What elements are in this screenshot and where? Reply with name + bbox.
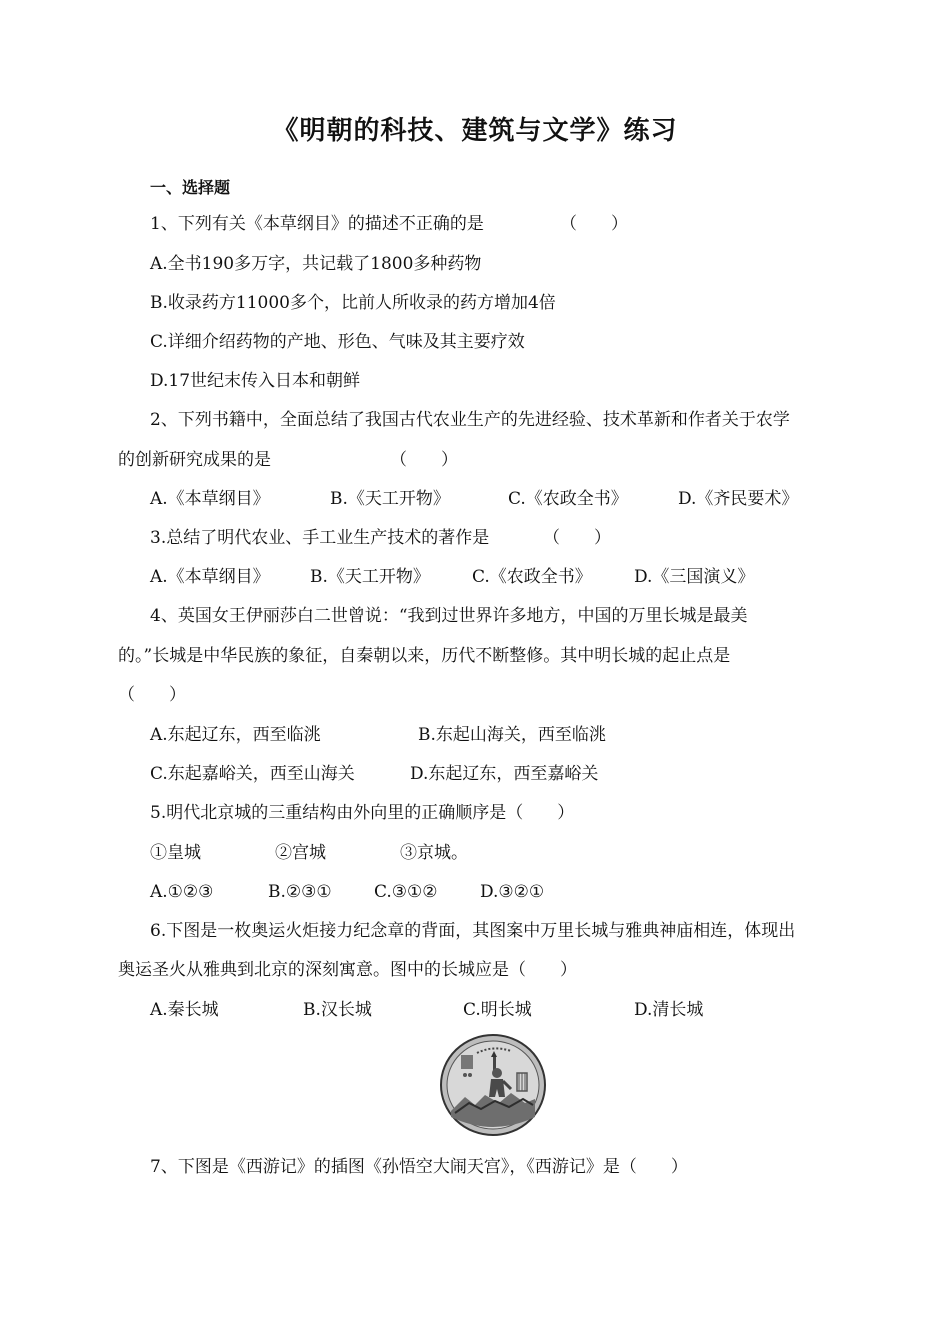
page-title: 《明朝的科技、建筑与文学》练习 — [272, 116, 678, 146]
question-6-stem-line1: 6.下图是一枚奥运火炬接力纪念章的背面，其图案中万里长城与雅典神庙相连，体现出 — [150, 921, 796, 941]
question-5-item-3: ③京城。 — [400, 843, 468, 863]
question-5-item-1: ①皇城 — [150, 843, 201, 863]
question-5-item-2: ②宫城 — [275, 843, 326, 863]
question-3-option-b: B.《天工开物》 — [310, 567, 430, 587]
question-5-option-c: C.③①② — [374, 882, 438, 902]
question-6-option-d: D.清长城 — [634, 1000, 704, 1020]
question-1-option-c: C.详细介绍药物的产地、形色、气味及其主要疗效 — [150, 332, 525, 352]
question-3-option-a: A.《本草纲目》 — [150, 567, 270, 587]
question-4-stem-line1: 4、英国女王伊丽莎白二世曾说：“我到过世界许多地方，中国的万里长城是最美 — [150, 606, 748, 626]
question-6-option-a: A.秦长城 — [150, 1000, 219, 1020]
question-4-option-a: A.东起辽东，西至临洮 — [150, 725, 321, 745]
question-4-option-c: C.东起嘉峪关，西至山海关 — [150, 764, 355, 784]
question-5-stem: 5.明代北京城的三重结构由外向里的正确顺序是（ ） — [150, 803, 575, 823]
question-6-option-c: C.明长城 — [463, 1000, 532, 1020]
question-4-stem-line2: 的。”长城是中华民族的象征，自秦朝以来，历代不断整修。其中明长城的起止点是 — [118, 646, 731, 666]
question-6-stem-line2: 奥运圣火从雅典到北京的深刻寓意。图中的长城应是（ ） — [118, 960, 577, 980]
question-1-answer-blank: （ ） — [560, 214, 628, 234]
question-2-answer-blank: （ ） — [390, 450, 458, 470]
question-4-answer-blank: （ ） — [118, 685, 186, 705]
question-7-stem: 7、下图是《西游记》的插图《孙悟空大闹天宫》，《西游记》是（ ） — [150, 1157, 688, 1177]
question-4-option-b: B.东起山海关，西至临洮 — [418, 725, 606, 745]
question-3-option-d: D.《三国演义》 — [634, 567, 755, 587]
question-2-option-b: B.《天工开物》 — [330, 489, 450, 509]
question-6-option-b: B.汉长城 — [303, 1000, 372, 1020]
question-1-stem: 1、下列有关《本草纲目》的描述不正确的是 — [150, 214, 484, 234]
question-1-option-d: D.17世纪末传入日本和朝鲜 — [150, 371, 361, 391]
question-2-stem-line1: 2、下列书籍中，全面总结了我国古代农业生产的先进经验、技术革新和作者关于农学 — [150, 410, 790, 430]
question-2-option-c: C.《农政全书》 — [508, 489, 628, 509]
question-5-option-a: A.①②③ — [150, 882, 214, 902]
question-1-option-b: B.收录药方11000多个，比前人所收录的药方增加4倍 — [150, 293, 556, 313]
section-heading: 一、选择题 — [150, 178, 231, 197]
question-2-option-a: A.《本草纲目》 — [150, 489, 270, 509]
torch-relay-medal-image — [439, 1033, 547, 1137]
question-3-stem: 3.总结了明代农业、手工业生产技术的著作是 — [150, 528, 490, 548]
question-5-option-d: D.③②① — [480, 882, 545, 902]
question-2-option-d: D.《齐民要术》 — [678, 489, 799, 509]
question-1-option-a: A.全书190多万字，共记载了1800多种药物 — [150, 254, 482, 274]
question-3-option-c: C.《农政全书》 — [472, 567, 592, 587]
question-3-answer-blank: （ ） — [543, 528, 611, 548]
question-4-option-d: D.东起辽东，西至嘉峪关 — [410, 764, 599, 784]
question-2-stem-line2: 的创新研究成果的是 — [118, 450, 271, 470]
question-5-option-b: B.②③① — [268, 882, 332, 902]
